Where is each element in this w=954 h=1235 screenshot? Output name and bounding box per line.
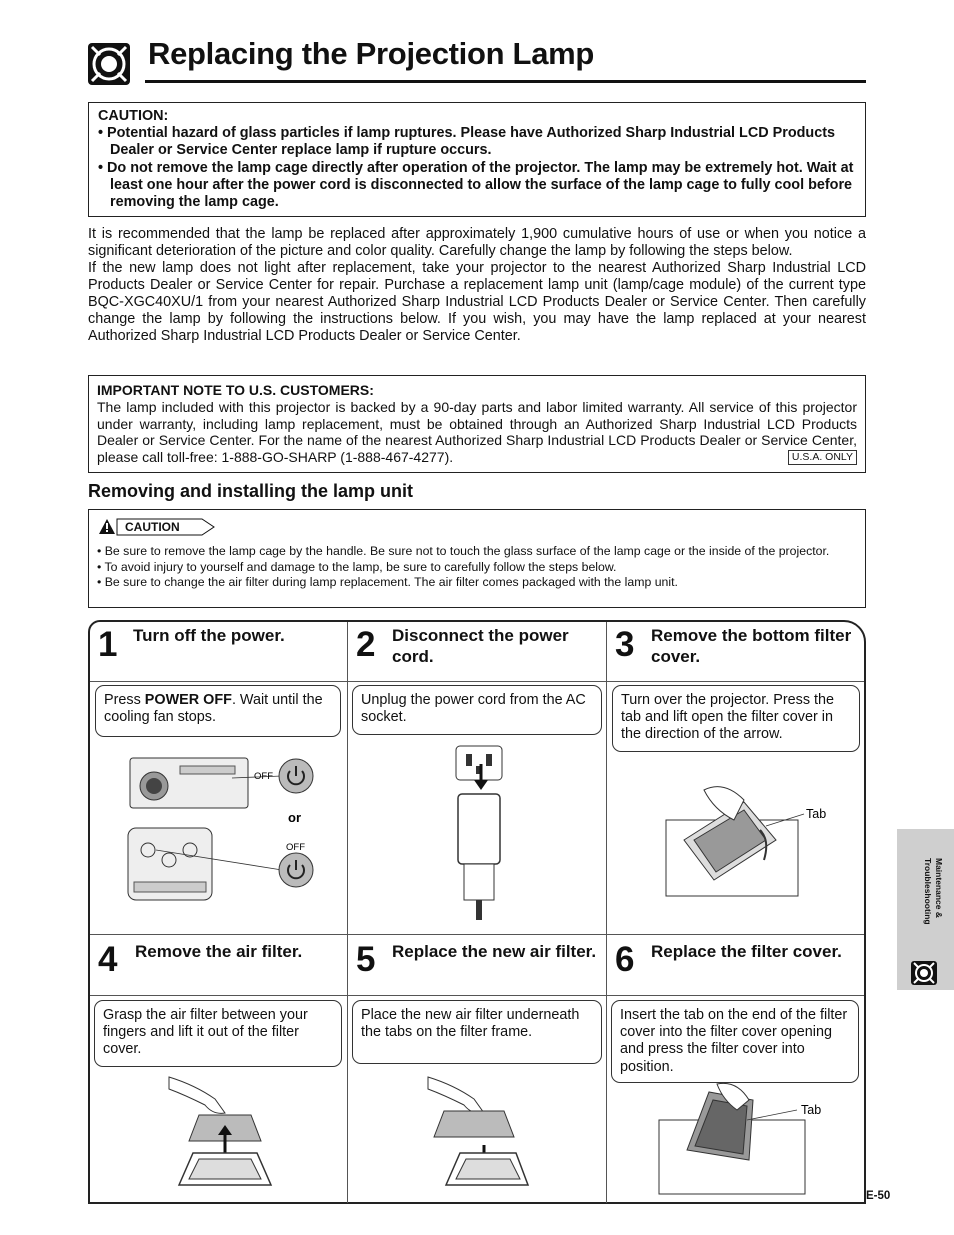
step-description: Unplug the power cord from the AC socket. bbox=[352, 685, 602, 735]
step-description: Place the new air filter underneath the tabs on the filter frame. bbox=[352, 1000, 602, 1064]
lamp-section-icon bbox=[88, 43, 130, 85]
step-title: Replace the filter cover. bbox=[651, 942, 842, 961]
replace-cover-illustration bbox=[657, 1080, 837, 1198]
tab-label: Tab bbox=[806, 807, 827, 821]
caution-list-item: • To avoid injury to yourself and damage to the lamp, be sure to carefully follow the steps below. bbox=[97, 559, 617, 574]
caution-tag bbox=[97, 518, 217, 536]
step-title: Remove the bottom filter cover. bbox=[651, 626, 852, 666]
off-label: OFF bbox=[254, 771, 273, 782]
us-note-text: The lamp included with this projector is backed by a 90-day parts and labor limited warranty. All service of this projector under warranty, including lamp replacement, must be obtained through an Authorized Sharp Industrial LCD Products Dealer or Service Center. For the name of the nearest Authorized Sharp Industrial LCD Products Dealer or Service Center, please call toll-free: 1-888-GO-SHARP (1-888-467-4277). bbox=[97, 398, 857, 466]
remove-filter-illustration bbox=[165, 1075, 275, 1195]
step-description: Press POWER OFF. Wait until the cooling fan stops. bbox=[95, 685, 341, 737]
usa-only-badge: U.S.A. ONLY bbox=[788, 450, 857, 465]
caution-tag-label: CAUTION bbox=[125, 520, 180, 534]
us-note-box bbox=[88, 375, 866, 473]
power-off-key: POWER OFF bbox=[144, 692, 232, 708]
side-tab-label: Maintenance & Troubleshooting bbox=[923, 858, 944, 925]
intro-text bbox=[88, 226, 866, 345]
or-label: or bbox=[288, 810, 301, 825]
off-label: OFF bbox=[286, 842, 305, 853]
step-number: 5 bbox=[356, 940, 376, 979]
grid-divider bbox=[90, 681, 864, 682]
us-note-heading: IMPORTANT NOTE TO U.S. CUSTOMERS: bbox=[97, 382, 374, 398]
grid-divider bbox=[90, 995, 864, 996]
filter-cover-illustration bbox=[664, 780, 834, 900]
grid-divider bbox=[606, 622, 607, 1203]
step-title: Remove the air filter. bbox=[135, 942, 303, 961]
caution-list-item: • Be sure to remove the lamp cage by the handle. Be sure not to touch the glass surface of the lamp cage or the inside of the projector. bbox=[97, 544, 830, 559]
step-description: Turn over the projector. Press the tab and lift open the filter cover in the direction of the arrow. bbox=[612, 685, 860, 752]
intro-paragraph: If the new lamp does not light after replacement, take your projector to the nearest Authorized Sharp Industrial LCD Products Dealer or Service Center for repair. Purchase a replacement lamp unit (lamp/cage module) of the current type BQC-XGC40XU/1 from your nearest Authorized Sharp Industrial LCD Products Dealer or Service Center. Then carefully change the lamp by following the instructions below. If you wish, you may have the lamp replaced at your nearest Authorized Sharp Industrial LCD Products Dealer or Service Center. bbox=[88, 260, 866, 344]
caution-box bbox=[88, 102, 866, 217]
step-number: 2 bbox=[356, 625, 376, 664]
power-off-illustration bbox=[120, 748, 330, 908]
grid-divider bbox=[347, 622, 348, 1203]
caution-list-box bbox=[88, 509, 866, 608]
maintenance-icon bbox=[911, 961, 937, 985]
step-description: Insert the tab on the end of the filter cover into the filter cover opening and press the filter cover into position. bbox=[611, 1000, 859, 1083]
step-number: 3 bbox=[615, 625, 635, 664]
caution-item: • Potential hazard of glass particles if lamp ruptures. Please have Authorized Sharp Industrial LCD Products Dealer or Service Center replace lamp if rupture occurs. bbox=[98, 125, 835, 159]
title-rule bbox=[145, 80, 866, 83]
grid-divider bbox=[90, 934, 864, 935]
step-description: Grasp the air filter between your fingers and lift it out of the filter cover. bbox=[94, 1000, 342, 1067]
step-title: Turn off the power. bbox=[133, 626, 285, 645]
step-title: Disconnect the power cord. bbox=[392, 626, 569, 666]
caution-item: • Do not remove the lamp cage directly after operation of the projector. The lamp may be extremely hot. Wait at least one hour after the power cord is disconnected to allow the surface of the lamp cage to fully cool before removing the lamp cage. bbox=[98, 159, 854, 211]
page-title: Replacing the Projection Lamp bbox=[148, 36, 595, 71]
step-title: Replace the new air filter. bbox=[392, 942, 597, 961]
section-heading: Removing and installing the lamp unit bbox=[88, 481, 414, 501]
step-number: 4 bbox=[98, 940, 118, 979]
intro-paragraph: It is recommended that the lamp be replaced after approximately 1,900 cumulative hours of use or when you notice a significant deterioration of the picture and color quality. Carefully change the lamp by following the steps below. bbox=[88, 226, 866, 259]
caution-heading: CAUTION: bbox=[98, 108, 169, 124]
tab-label: Tab bbox=[801, 1103, 822, 1117]
place-filter-illustration bbox=[424, 1075, 534, 1195]
caution-list-item: • Be sure to change the air filter during lamp replacement. The air filter comes packaged with the lamp unit. bbox=[97, 575, 678, 590]
step-number: 1 bbox=[98, 625, 118, 664]
power-cord-illustration bbox=[438, 742, 528, 922]
page-number: E-50 bbox=[866, 1190, 891, 1202]
step-number: 6 bbox=[615, 940, 635, 979]
